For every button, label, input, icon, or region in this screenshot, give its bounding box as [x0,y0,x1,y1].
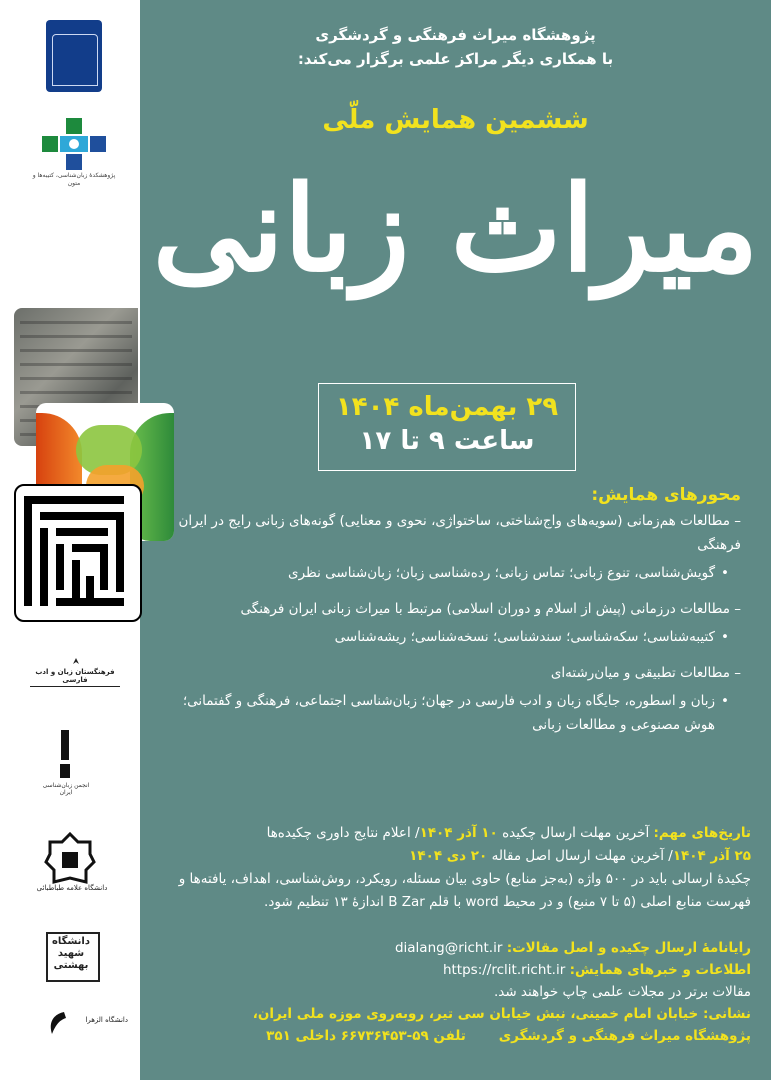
linguistics-society-logo [58,730,72,778]
email-link[interactable]: dialang@richt.ir [394,940,503,956]
topic-item [150,597,741,649]
review-date: ۲۵ آذر ۱۴۰۴ [672,848,751,864]
poster-main [140,0,771,1080]
abstract-deadline: ۱۰ آذر ۱۴۰۴ [419,825,498,841]
topic-title: – مطالعات تطبیقی و میان‌رشته‌ای [550,665,741,681]
alzahra-logo [46,1010,68,1036]
phone: تلفن ۵۹-۶۶۷۳۶۴۵۳ داخلی ۳۵۱ [266,1028,466,1044]
conference-subtitle: ششمین همایش ملّی [322,105,589,135]
important-dates-label: تاریخ‌های مهم: [653,825,751,841]
richt-logo [46,20,102,92]
academy-underline [30,686,120,687]
contact-section [150,937,751,1047]
topic-item [150,661,741,737]
topic-subtopics: • گویش‌شناسی، تنوع زبانی؛ تماس زبانی؛ رده‌شناسی زبان؛ زبان‌شناسی نظری [288,565,729,581]
event-time: ساعت ۹ تا ۱۷ [359,426,535,456]
publish-note: مقالات برتر در مجلات علمی چاپ خواهند شد. [493,984,751,1000]
email-label: رایانامهٔ ارسال چکیده و اصل مقالات: [506,940,751,956]
topics-section [150,483,741,737]
sbu-caption: دانشگاه شهید بهشتی [52,936,90,971]
important-dates-section [150,822,751,914]
topic-title: – مطالعات هم‌زمانی (سویه‌های واج‌شناختی، ساختواژی، نحوی و معنایی) گونه‌های زبانی رایج در ایران فرهنگی [178,513,741,553]
organizer-line: پژوهشگاه میراث فرهنگی و گردشگری [315,26,596,44]
site-label: اطلاعات و خبرهای همایش: [569,962,751,978]
collaboration-line: با همکاری دیگر مراکز علمی برگزار می‌کند: [297,50,614,68]
org-phone-line [150,1025,751,1047]
alzahra-caption: دانشگاه الزهرا [85,1016,128,1024]
event-date-box [318,383,576,471]
kufic-calligraphy-image [14,484,142,622]
paper-deadline: ۲۰ دی ۱۴۰۴ [409,848,488,864]
deadline-line-2: ۲۵ آذر ۱۴۰۴/ آخرین مهلت ارسال اصل مقاله ۲۰ دی ۱۴۰۴ [409,848,751,864]
conference-title: میراث زبانی [152,159,759,298]
deadline-line-1: تاریخ‌های مهم: آخرین مهلت ارسال چکیده ۱۰ آذر ۱۴۰۴/ اعلام نتایج داوری چکیده‌ها [266,825,751,841]
linguistics-institute-caption: پژوهشکدهٔ زبان‌شناسی، کتیبه‌ها و متون [32,172,116,187]
topic-title: – مطالعات درزمانی (پیش از اسلام و دوران اسلامی) مرتبط با میراث زبانی ایران فرهنگی [240,601,741,617]
linguistics-institute-logo [42,118,106,170]
email-line [150,937,751,959]
topic-subtopics: • کتیبه‌شناسی؛ سکه‌شناسی؛ سندشناسی؛ نسخه‌شناسی؛ ریشه‌شناسی [334,629,729,645]
atu-logo [44,832,96,884]
abstract-guidelines: چکیدهٔ ارسالی باید در ۵۰۰ واژه (به‌جز منابع) حاوی بیان مسئله، رویکرد، روش‌شناسی، اهداف، یافته‌ها و فهرست منابع اصلی (۵ تا ۷ منبع) و در محیط word با قلم B Zar اندازهٔ ۱۳ تنظیم شود. [178,871,751,910]
org-name: پژوهشگاه میراث فرهنگی و گردشگری [498,1028,751,1044]
topic-subtopics: • زبان و اسطوره، جایگاه زبان و ادب فارسی در جهان؛ زبان‌شناسی اجتماعی، فرهنگی و گفتمانی؛ هوش مصنوعی و مطالعات زبانی [182,693,729,733]
topic-item [150,509,741,585]
linguistics-society-caption: انجمن زبان‌شناسی ایران [42,782,90,796]
sidebar-logos [0,0,140,1080]
site-link[interactable]: https://rclit.richt.ir [442,962,566,978]
address: نشانی: خیابان امام خمینی، نبش خیابان سی تیر، روبه‌روی موزه ملی ایران، [252,1006,751,1022]
academy-caption: فرهنگستان زبان و ادب فارسی [35,668,115,684]
event-date: ۲۹ بهمن‌ماه ۱۴۰۴ [335,392,559,422]
topics-heading: محورهای همایش: [591,485,741,505]
site-line [150,959,751,981]
atu-caption: دانشگاه علامه طباطبائی [36,884,108,892]
